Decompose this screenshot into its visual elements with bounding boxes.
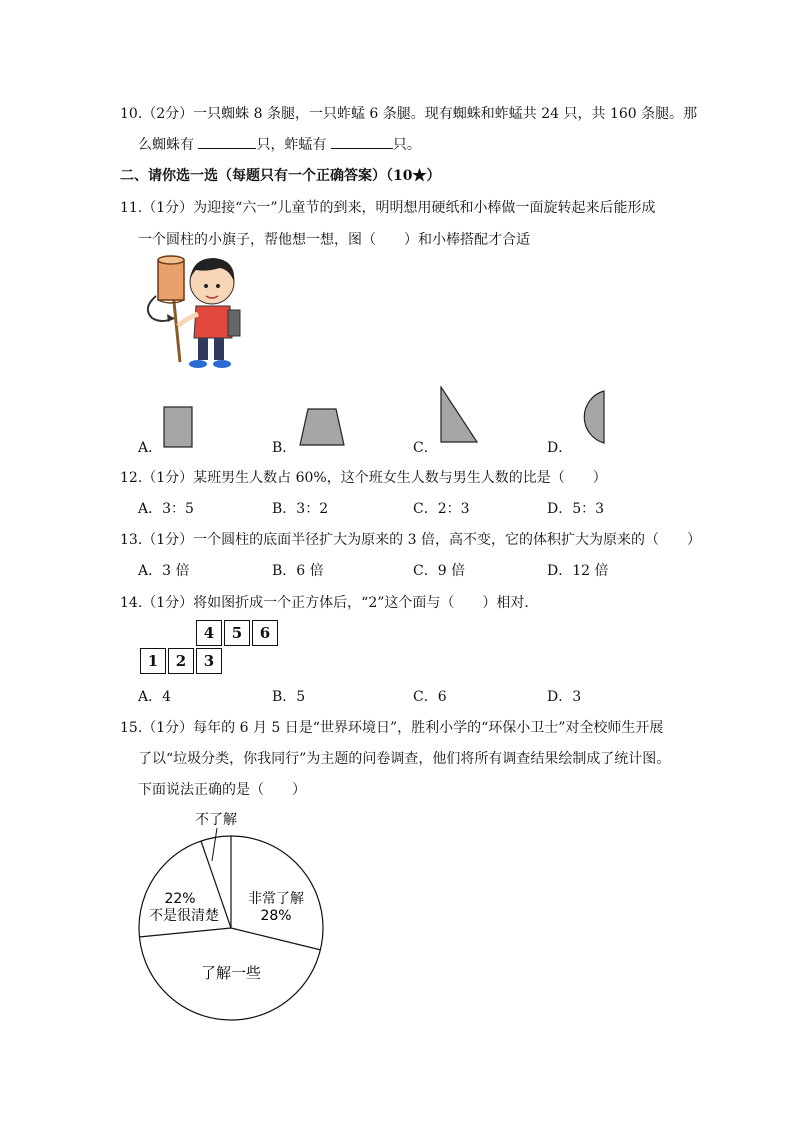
net-cell-1: 1	[140, 648, 166, 674]
cube-net-figure	[140, 620, 290, 680]
q13-text: 13.（1分）一个圆柱的底面半径扩大为原来的 3 倍，高不变，它的体积扩大为原来的（ ）	[120, 532, 701, 548]
q15-line2: 了以“垃圾分类，你我同行”为主题的问卷调查，他们将所有调查结果绘制成了统计图。	[138, 751, 671, 767]
q11-option-b[interactable]: B．	[272, 440, 297, 456]
q10-suffix: 只。	[392, 137, 421, 153]
right-triangle-shape-icon	[439, 386, 479, 444]
q10-grasshopper-prefix: 只，蚱蜢有	[256, 137, 331, 153]
pie-chart	[130, 806, 330, 1026]
q15-line1: 15.（1分）每年的 6 月 5 日是“世界环境日”，胜利小学的“环保小卫士”对全校师生开展	[120, 720, 664, 736]
q13-option-b[interactable]: B．6 倍	[272, 563, 324, 579]
q15-line3: 下面说法正确的是（ ）	[138, 782, 306, 798]
net-cell-2: 2	[168, 648, 194, 674]
q11-option-a[interactable]: A．	[138, 440, 163, 456]
q12-option-a[interactable]: A．3：5	[138, 501, 194, 517]
slice-label-bushihen: 不是很清楚	[149, 908, 219, 924]
slice-value-feichang: 28%	[260, 908, 292, 924]
q12-option-b[interactable]: B．3：2	[272, 501, 329, 517]
q14-text: 14.（1分）将如图折成一个正方体后，“2”这个面与（ ）相对．	[120, 595, 539, 611]
q10-line1: 10.（2分）一只蜘蛛 8 条腿，一只蚱蜢 6 条腿。现有蜘蛛和蚱蜢共 24 只，共 160 条腿。那	[120, 106, 698, 122]
q13-option-d[interactable]: D．12 倍	[547, 563, 609, 579]
q11-line1: 11.（1分）为迎接“六一”儿童节的到来，明明想用硬纸和小棒做一面旋转起来后能形成	[120, 200, 656, 216]
q10-grasshopper-blank[interactable]	[331, 134, 393, 149]
slice-value-bushihen: 22%	[164, 891, 196, 907]
q14-option-b[interactable]: B．5	[272, 689, 306, 705]
section2-title: 二、请你选一选（每题只有一个正确答案）（10★）	[120, 168, 441, 184]
q10-line2	[138, 134, 421, 154]
semicircle-shape-icon	[574, 389, 606, 445]
q12-option-d[interactable]: D．5：3	[547, 501, 605, 517]
q14-option-c[interactable]: C．6	[413, 689, 447, 705]
q11-option-c[interactable]: C．	[413, 440, 438, 456]
net-cell-3: 3	[196, 648, 222, 674]
q13-option-a[interactable]: A．3 倍	[138, 563, 190, 579]
q14-option-a[interactable]: A．4	[138, 689, 172, 705]
net-cell-6: 6	[252, 620, 278, 646]
slice-label-feichang: 非常了解	[248, 891, 304, 907]
rectangle-shape-icon	[163, 406, 193, 448]
q13-option-c[interactable]: C．9 倍	[413, 563, 466, 579]
q10-spider-prefix: 么蜘蛛有	[138, 137, 199, 153]
q12-option-c[interactable]: C．2：3	[413, 501, 470, 517]
slice-label-liaojie-yixie: 了解一些	[200, 964, 262, 982]
q14-option-d[interactable]: D．3	[547, 689, 582, 705]
boy-with-flag-illustration	[140, 252, 250, 378]
q12-text: 12.（1分）某班男生人数占 60%，这个班女生人数与男生人数的比是（ ）	[120, 470, 607, 486]
trapezoid-shape-icon	[298, 408, 346, 446]
q10-spider-blank[interactable]	[198, 134, 256, 149]
net-cell-5: 5	[224, 620, 250, 646]
q11-line2: 一个圆柱的小旗子，帮他想一想，图（ ）和小棒搭配才合适	[138, 232, 530, 248]
net-cell-4: 4	[196, 620, 222, 646]
q11-option-d[interactable]: D．	[547, 440, 573, 456]
slice-label-bu-liao-jie: 不了解	[195, 812, 237, 828]
